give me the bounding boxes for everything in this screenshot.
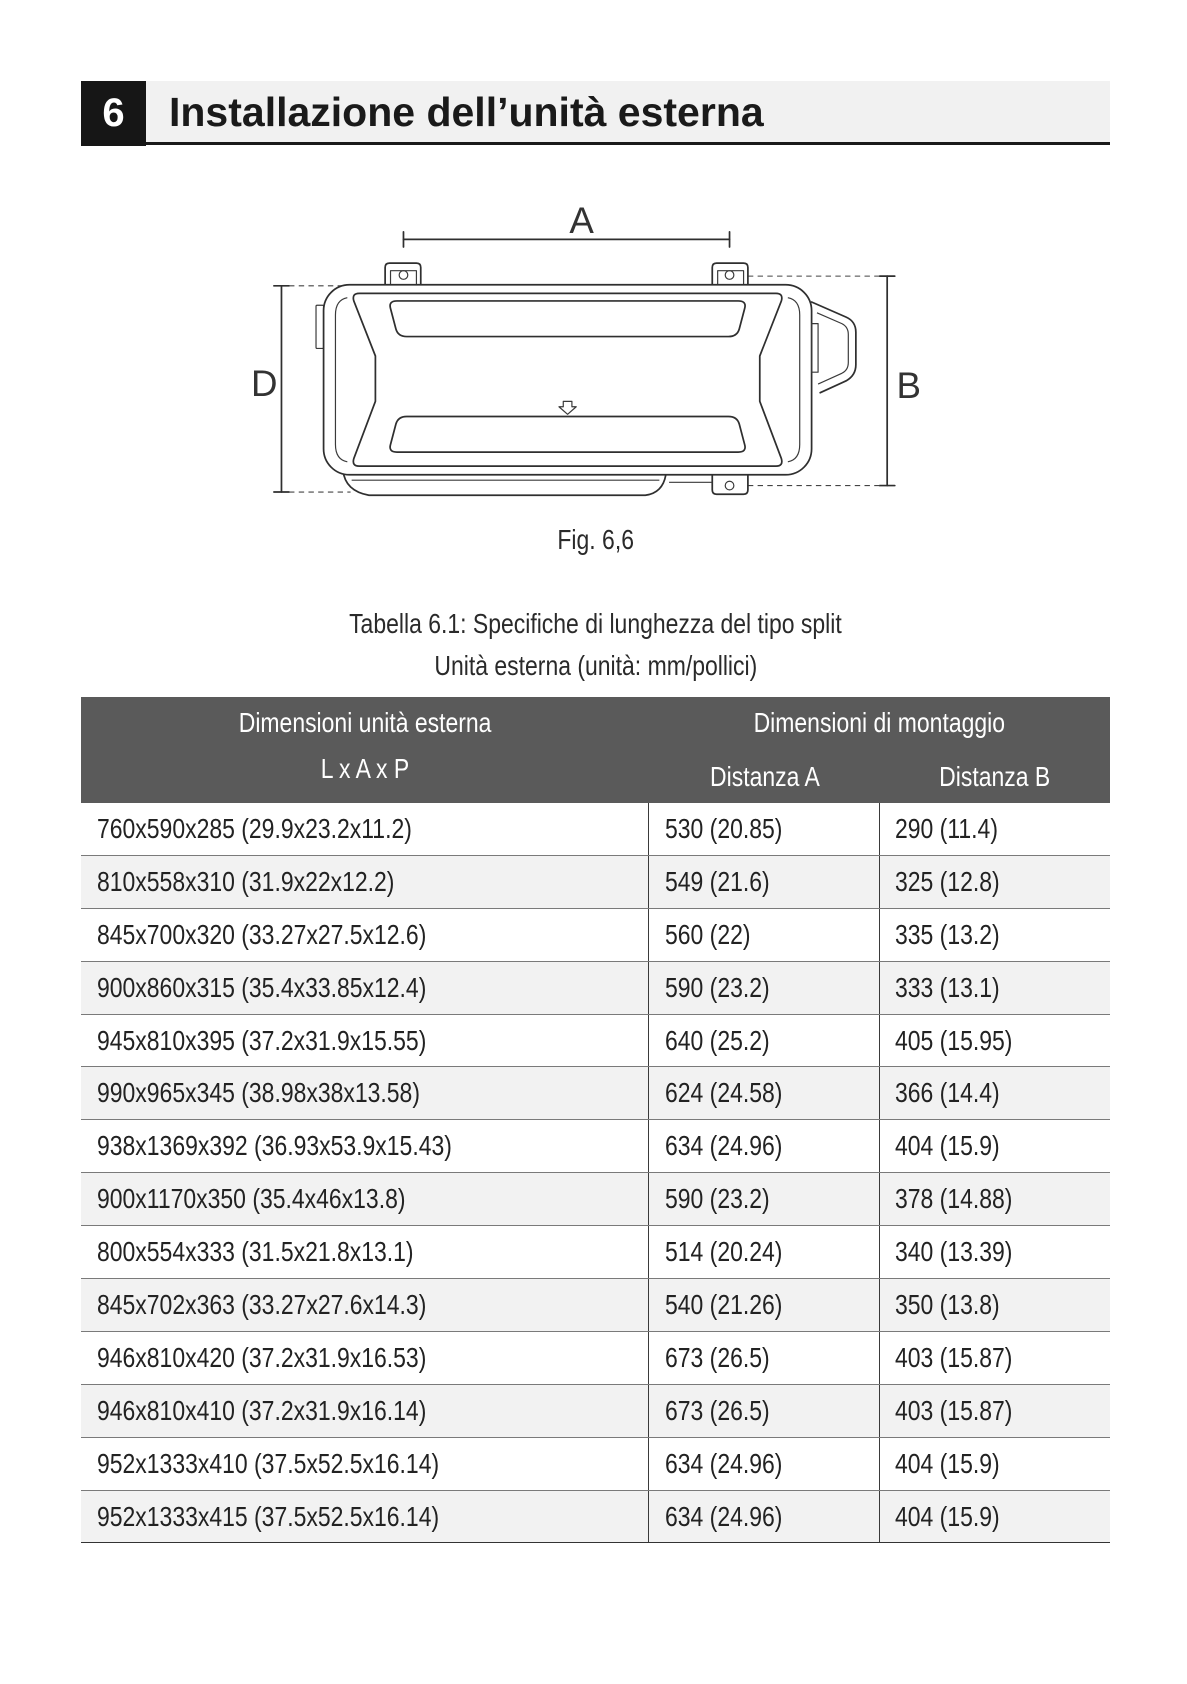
table-row <box>81 1015 1110 1068</box>
table-row <box>81 909 1110 962</box>
table-row <box>81 856 1110 909</box>
table-row <box>81 1226 1110 1279</box>
distance-a-cell <box>649 909 880 961</box>
distance-a-value: 540 (21.26) <box>665 1289 783 1321</box>
header-distance-b <box>880 760 1110 794</box>
distance-b-value: 290 (11.4) <box>895 813 998 844</box>
outdoor-dimensions-cell <box>81 1067 649 1119</box>
distance-b-value: 405 (15.95) <box>895 1024 1013 1056</box>
mounting-foot-top-right <box>712 263 748 287</box>
distance-b-value: 335 (13.2) <box>895 918 1000 950</box>
table-caption-title: Tabella 6.1: Specifiche di lunghezza del tipo split <box>349 608 842 639</box>
mounting-foot-top-left <box>385 263 421 287</box>
distance-b-cell <box>880 962 1110 1014</box>
distance-b-cell <box>880 1173 1110 1225</box>
valve-cover <box>812 302 856 393</box>
outdoor-dimensions-value: 938x1369x392 (36.93x53.9x15.43) <box>97 1130 452 1162</box>
distance-b-value: 378 (14.88) <box>895 1183 1013 1215</box>
distance-b-cell <box>880 1491 1110 1543</box>
figure-caption-text: Fig. 6,6 <box>557 524 634 555</box>
dimensions-table <box>81 697 1110 1543</box>
distance-a-cell <box>649 1226 880 1278</box>
outdoor-dimensions-value: 800x554x333 (31.5x21.8x13.1) <box>97 1236 414 1268</box>
distance-b-cell <box>880 1120 1110 1172</box>
distance-b-cell <box>880 1438 1110 1490</box>
table-row <box>81 1332 1110 1385</box>
distance-b-value: 404 (15.9) <box>895 1500 1000 1532</box>
distance-a-cell <box>649 962 880 1014</box>
outdoor-dimensions-value: 845x702x363 (33.27x27.6x14.3) <box>97 1289 427 1321</box>
distance-b-cell <box>880 1385 1110 1437</box>
distance-b-value: 404 (15.9) <box>895 1447 1000 1479</box>
distance-b-cell <box>880 1279 1110 1331</box>
table-row <box>81 1279 1110 1332</box>
dimension-label-d: D <box>250 362 278 404</box>
distance-a-cell <box>649 1067 880 1119</box>
distance-a-value: 560 (22) <box>665 918 751 950</box>
distance-b-cell <box>880 1332 1110 1384</box>
distance-b-cell <box>880 1067 1110 1119</box>
outdoor-dimensions-cell <box>81 1491 649 1543</box>
distance-a-value: 634 (24.96) <box>665 1447 783 1479</box>
distance-a-cell <box>649 1385 880 1437</box>
distance-b-cell <box>880 856 1110 908</box>
distance-a-cell <box>649 1438 880 1490</box>
table-row <box>81 1491 1110 1544</box>
header-mounting-dimensions <box>649 706 1110 740</box>
section-title: Installazione dell’unità esterna <box>169 89 764 135</box>
distance-b-value: 403 (15.87) <box>895 1341 1013 1373</box>
outdoor-dimensions-value: 952x1333x415 (37.5x52.5x16.14) <box>97 1500 440 1532</box>
distance-b-cell <box>880 909 1110 961</box>
table-row <box>81 1067 1110 1120</box>
table-header <box>81 697 1110 803</box>
outdoor-dimensions-value: 810x558x310 (31.9x22x12.2) <box>97 865 395 897</box>
header-outdoor-dimensions-sub <box>81 752 649 786</box>
distance-b-value: 333 (13.1) <box>895 971 1000 1003</box>
pipe-connector-lines <box>666 475 712 483</box>
outdoor-dimensions-cell <box>81 1279 649 1331</box>
outdoor-dimensions-cell <box>81 962 649 1014</box>
distance-a-value: 673 (26.5) <box>665 1394 770 1426</box>
outdoor-unit-diagram <box>248 194 939 518</box>
distance-a-cell <box>649 1173 880 1225</box>
outdoor-dimensions-value: 845x700x320 (33.27x27.5x12.6) <box>97 918 427 950</box>
distance-b-value: 366 (14.4) <box>895 1077 1000 1109</box>
table-row <box>81 1120 1110 1173</box>
distance-a-cell <box>649 1279 880 1331</box>
distance-b-value: 404 (15.9) <box>895 1130 1000 1162</box>
distance-b-value: 403 (15.87) <box>895 1394 1013 1426</box>
outdoor-dimensions-cell <box>81 1438 649 1490</box>
distance-b-value: 350 (13.8) <box>895 1289 1000 1321</box>
table-row <box>81 962 1110 1015</box>
distance-b-cell <box>880 1015 1110 1067</box>
left-side-panel <box>316 305 324 348</box>
header-distance-b-text: Distanza B <box>939 761 1051 792</box>
distance-a-cell <box>649 1332 880 1384</box>
header-distance-a <box>649 760 880 794</box>
distance-a-value: 634 (24.96) <box>665 1500 783 1532</box>
outdoor-dimensions-cell <box>81 1015 649 1067</box>
distance-a-value: 514 (20.24) <box>665 1236 783 1268</box>
outdoor-dimensions-value: 900x860x315 (35.4x33.85x12.4) <box>97 971 427 1003</box>
section-number: 6 <box>81 81 146 146</box>
header-distance-a-text: Distanza A <box>709 761 820 792</box>
distance-a-value: 590 (23.2) <box>665 971 770 1003</box>
outdoor-dimensions-cell <box>81 1173 649 1225</box>
mounting-foot-bottom-right <box>712 475 748 494</box>
header-lxaxp-text: L x A x P <box>320 753 410 784</box>
table-caption-line-1 <box>81 607 1110 641</box>
distance-a-value: 549 (21.6) <box>665 865 770 897</box>
distance-a-cell <box>649 803 880 855</box>
outdoor-dimensions-cell <box>81 1226 649 1278</box>
distance-b-cell <box>880 1226 1110 1278</box>
outdoor-dimensions-cell <box>81 909 649 961</box>
outdoor-dimensions-value: 990x965x345 (38.98x38x13.58) <box>97 1077 420 1109</box>
distance-a-cell <box>649 1015 880 1067</box>
outdoor-dimensions-value: 945x810x395 (37.2x31.9x15.55) <box>97 1024 427 1056</box>
outdoor-dimensions-cell <box>81 1120 649 1172</box>
distance-a-value: 673 (26.5) <box>665 1341 770 1373</box>
outdoor-dimensions-value: 946x810x410 (37.2x31.9x16.14) <box>97 1394 427 1426</box>
dimension-label-a: A <box>569 199 594 241</box>
distance-b-value: 340 (13.39) <box>895 1236 1013 1268</box>
header-mounting-dimensions-text: Dimensioni di montaggio <box>753 707 1006 738</box>
distance-a-cell <box>649 1491 880 1543</box>
distance-a-value: 590 (23.2) <box>665 1183 770 1215</box>
table-row <box>81 803 1110 856</box>
header-outdoor-dimensions-text: Dimensioni unità esterna <box>238 707 492 738</box>
header-outdoor-dimensions <box>81 706 649 740</box>
outdoor-dimensions-cell <box>81 1385 649 1437</box>
distance-b-cell <box>880 803 1110 855</box>
distance-a-value: 640 (25.2) <box>665 1024 770 1056</box>
unit-body-outline <box>324 285 812 475</box>
table-caption-line-2 <box>81 649 1110 683</box>
figure-caption <box>81 523 1110 557</box>
outdoor-dimensions-value: 946x810x420 (37.2x31.9x16.53) <box>97 1341 427 1373</box>
distance-a-value: 634 (24.96) <box>665 1130 783 1162</box>
table-caption-units: Unità esterna (unità: mm/pollici) <box>434 650 757 681</box>
outdoor-dimensions-cell <box>81 1332 649 1384</box>
distance-a-cell <box>649 856 880 908</box>
distance-b-value: 325 (12.8) <box>895 865 1000 897</box>
outdoor-dimensions-value: 760x590x285 (29.9x23.2x11.2) <box>97 813 412 844</box>
outdoor-dimensions-value: 900x1170x350 (35.4x46x13.8) <box>97 1183 406 1215</box>
outdoor-dimensions-cell <box>81 856 649 908</box>
outdoor-dimensions-value: 952x1333x410 (37.5x52.5x16.14) <box>97 1447 440 1479</box>
table-row <box>81 1385 1110 1438</box>
distance-a-value: 530 (20.85) <box>665 813 783 844</box>
distance-a-cell <box>649 1120 880 1172</box>
table-row <box>81 1438 1110 1491</box>
distance-a-value: 624 (24.58) <box>665 1077 783 1109</box>
outdoor-dimensions-cell <box>81 803 649 855</box>
dimension-label-b: B <box>896 365 922 407</box>
table-row <box>81 1173 1110 1226</box>
